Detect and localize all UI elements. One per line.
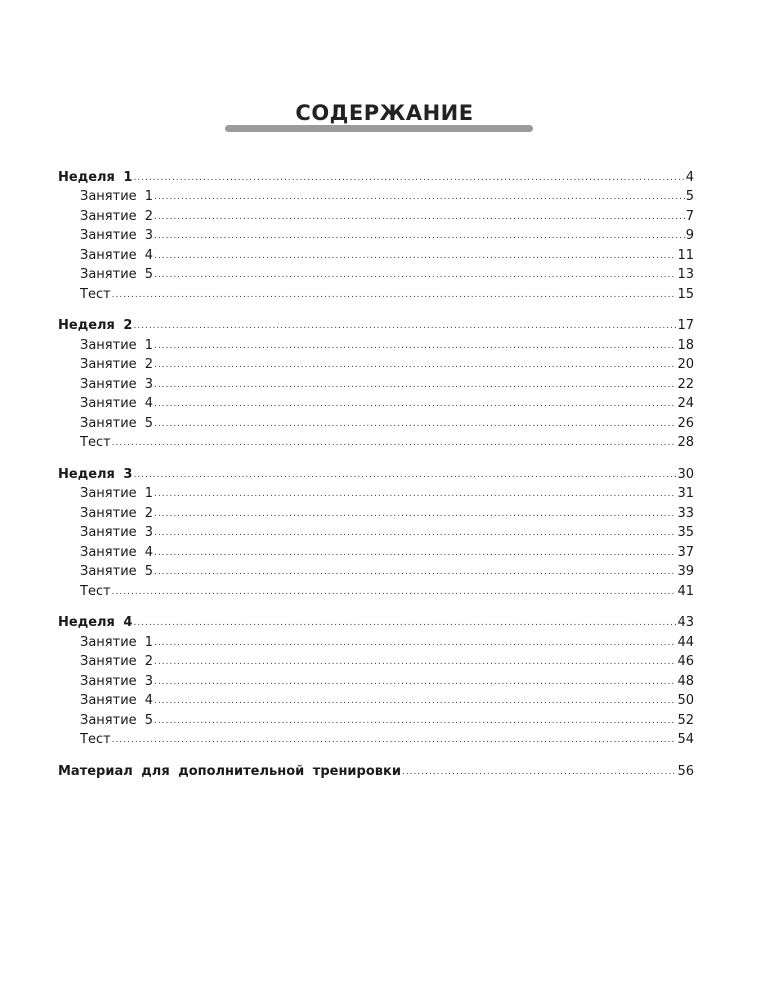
dot-leader bbox=[402, 768, 677, 777]
toc-entry-page: 37 bbox=[677, 544, 694, 560]
dot-leader bbox=[133, 174, 684, 183]
toc-entry-label: Занятие 4 bbox=[80, 247, 154, 263]
toc-entry-page: 11 bbox=[677, 247, 694, 263]
toc-entry-page: 35 bbox=[677, 525, 694, 540]
dot-leader bbox=[112, 439, 677, 448]
dot-leader bbox=[112, 588, 677, 597]
toc-entry-label: Тест bbox=[80, 286, 111, 302]
toc-entry-label: Занятие 2 bbox=[80, 357, 154, 372]
toc-entry-label: Неделя 1 bbox=[58, 169, 133, 185]
toc-entry[interactable] bbox=[58, 186, 694, 206]
page-title: СОДЕРЖАНИЕ bbox=[295, 101, 474, 125]
dot-leader bbox=[154, 361, 676, 370]
toc-section-week-3 bbox=[58, 463, 694, 600]
toc-entry[interactable] bbox=[58, 334, 694, 354]
toc-entry[interactable] bbox=[58, 412, 694, 432]
toc-entry-label: Неделя 2 bbox=[58, 318, 133, 333]
toc-entry[interactable] bbox=[58, 225, 694, 245]
toc-entry-page: 46 bbox=[677, 654, 694, 669]
toc-entry-label: Занятие 2 bbox=[80, 654, 154, 669]
toc-entry-page: 31 bbox=[677, 486, 694, 501]
toc-entry[interactable] bbox=[58, 244, 694, 264]
toc-entry[interactable] bbox=[58, 690, 694, 710]
toc-entry-week-3[interactable] bbox=[58, 463, 694, 483]
dot-leader bbox=[154, 658, 676, 667]
dot-leader bbox=[154, 490, 676, 499]
toc-entry-label: Занятие 3 bbox=[80, 525, 154, 540]
toc-entry-page: 43 bbox=[677, 615, 694, 630]
toc-entry-page: 33 bbox=[677, 505, 694, 521]
toc-entry[interactable] bbox=[58, 580, 694, 600]
toc-entry-label: Неделя 3 bbox=[58, 466, 133, 482]
toc-entry-page: 5 bbox=[685, 189, 694, 204]
dot-leader bbox=[112, 736, 677, 745]
toc-entry-label: Занятие 3 bbox=[80, 228, 154, 243]
toc-entry-page: 4 bbox=[685, 169, 694, 185]
toc-entry[interactable] bbox=[58, 541, 694, 561]
toc-entry-page: 9 bbox=[685, 228, 694, 243]
toc-entry-label: Тест bbox=[80, 732, 111, 747]
dot-leader bbox=[154, 549, 676, 558]
dot-leader bbox=[154, 232, 685, 241]
toc-entry[interactable] bbox=[58, 373, 694, 393]
dot-leader bbox=[154, 213, 685, 222]
toc-entry-label: Занятие 5 bbox=[80, 712, 154, 728]
dot-leader bbox=[133, 471, 676, 480]
dot-leader bbox=[133, 619, 676, 628]
toc-entry[interactable] bbox=[58, 522, 694, 542]
dot-leader bbox=[154, 568, 676, 577]
toc-entry[interactable] bbox=[58, 651, 694, 671]
toc-entry-label: Занятие 1 bbox=[80, 337, 154, 353]
toc-entry-page: 44 bbox=[677, 634, 694, 650]
toc-entry-label: Неделя 4 bbox=[58, 615, 133, 630]
toc-entry-page: 39 bbox=[677, 564, 694, 579]
toc-entry-page: 52 bbox=[677, 712, 694, 728]
title-underline bbox=[225, 125, 533, 132]
toc-entry-page: 18 bbox=[677, 337, 694, 353]
toc-entry[interactable] bbox=[58, 354, 694, 374]
toc-entry-page: 48 bbox=[677, 673, 694, 689]
dot-leader bbox=[154, 271, 676, 280]
toc-entry-label: Занятие 5 bbox=[80, 267, 154, 282]
toc-entry-label: Занятие 4 bbox=[80, 396, 154, 411]
toc-entry-page: 26 bbox=[677, 415, 694, 431]
dot-leader bbox=[154, 529, 676, 538]
toc-entry-page: 24 bbox=[677, 396, 694, 411]
toc-entry-label: Занятие 3 bbox=[80, 673, 154, 689]
toc-section-week-2 bbox=[58, 315, 694, 452]
toc-entry-week-4[interactable] bbox=[58, 612, 694, 632]
dot-leader bbox=[154, 252, 676, 261]
toc-entry-page: 30 bbox=[677, 466, 694, 482]
toc-entry[interactable] bbox=[58, 432, 694, 452]
toc-entry-page: 28 bbox=[677, 435, 694, 450]
toc-entry-page: 50 bbox=[677, 693, 694, 708]
toc-entry[interactable] bbox=[58, 483, 694, 503]
toc-entry-page: 54 bbox=[677, 732, 694, 747]
toc-entry[interactable] bbox=[58, 631, 694, 651]
toc-entry-page: 20 bbox=[677, 357, 694, 372]
toc-entry-page: 56 bbox=[677, 763, 694, 779]
dot-leader bbox=[154, 639, 676, 648]
toc-entry[interactable] bbox=[58, 393, 694, 413]
toc-entry-page: 22 bbox=[677, 376, 694, 392]
toc-entry[interactable] bbox=[58, 205, 694, 225]
toc-entry-label: Занятие 3 bbox=[80, 376, 154, 392]
toc-entry-label: Занятие 4 bbox=[80, 544, 154, 560]
toc-entry-page: 15 bbox=[677, 286, 694, 302]
toc-entry-label: Занятие 1 bbox=[80, 486, 154, 501]
toc-entry[interactable] bbox=[58, 729, 694, 749]
toc-entry-label: Занятие 5 bbox=[80, 564, 154, 579]
dot-leader bbox=[154, 342, 676, 351]
toc-entry-page: 17 bbox=[677, 318, 694, 333]
toc-entry-page: 13 bbox=[677, 267, 694, 282]
toc-entry-label: Занятие 5 bbox=[80, 415, 154, 431]
toc-entry-label: Занятие 4 bbox=[80, 693, 154, 708]
dot-leader bbox=[112, 291, 677, 300]
toc-entry-label: Занятие 1 bbox=[80, 634, 154, 650]
toc-entry-page: 41 bbox=[677, 583, 694, 599]
table-of-contents bbox=[58, 166, 694, 780]
toc-entry-extra-material[interactable] bbox=[58, 760, 694, 780]
toc-entry[interactable] bbox=[58, 709, 694, 729]
dot-leader bbox=[154, 381, 676, 390]
toc-entry[interactable] bbox=[58, 264, 694, 284]
toc-entry[interactable] bbox=[58, 561, 694, 581]
toc-entry-week-1[interactable] bbox=[58, 166, 694, 186]
toc-entry-label: Тест bbox=[80, 583, 111, 599]
toc-entry-label: Материал для дополнительной тренировки bbox=[58, 763, 401, 779]
toc-entry-label: Занятие 2 bbox=[80, 208, 154, 224]
dot-leader bbox=[154, 678, 676, 687]
dot-leader bbox=[154, 400, 676, 409]
toc-section-week-4 bbox=[58, 612, 694, 749]
toc-entry[interactable] bbox=[58, 670, 694, 690]
toc-section-week-1 bbox=[58, 166, 694, 303]
toc-entry[interactable] bbox=[58, 502, 694, 522]
toc-entry-week-2[interactable] bbox=[58, 315, 694, 335]
dot-leader bbox=[154, 420, 676, 429]
dot-leader bbox=[133, 322, 676, 331]
toc-entry[interactable] bbox=[58, 283, 694, 303]
toc-entry-label: Занятие 2 bbox=[80, 505, 154, 521]
toc-entry-label: Тест bbox=[80, 435, 111, 450]
dot-leader bbox=[154, 193, 685, 202]
dot-leader bbox=[154, 697, 676, 706]
dot-leader bbox=[154, 510, 676, 519]
toc-entry-label: Занятие 1 bbox=[80, 189, 154, 204]
dot-leader bbox=[154, 717, 676, 726]
toc-entry-page: 7 bbox=[685, 208, 694, 224]
